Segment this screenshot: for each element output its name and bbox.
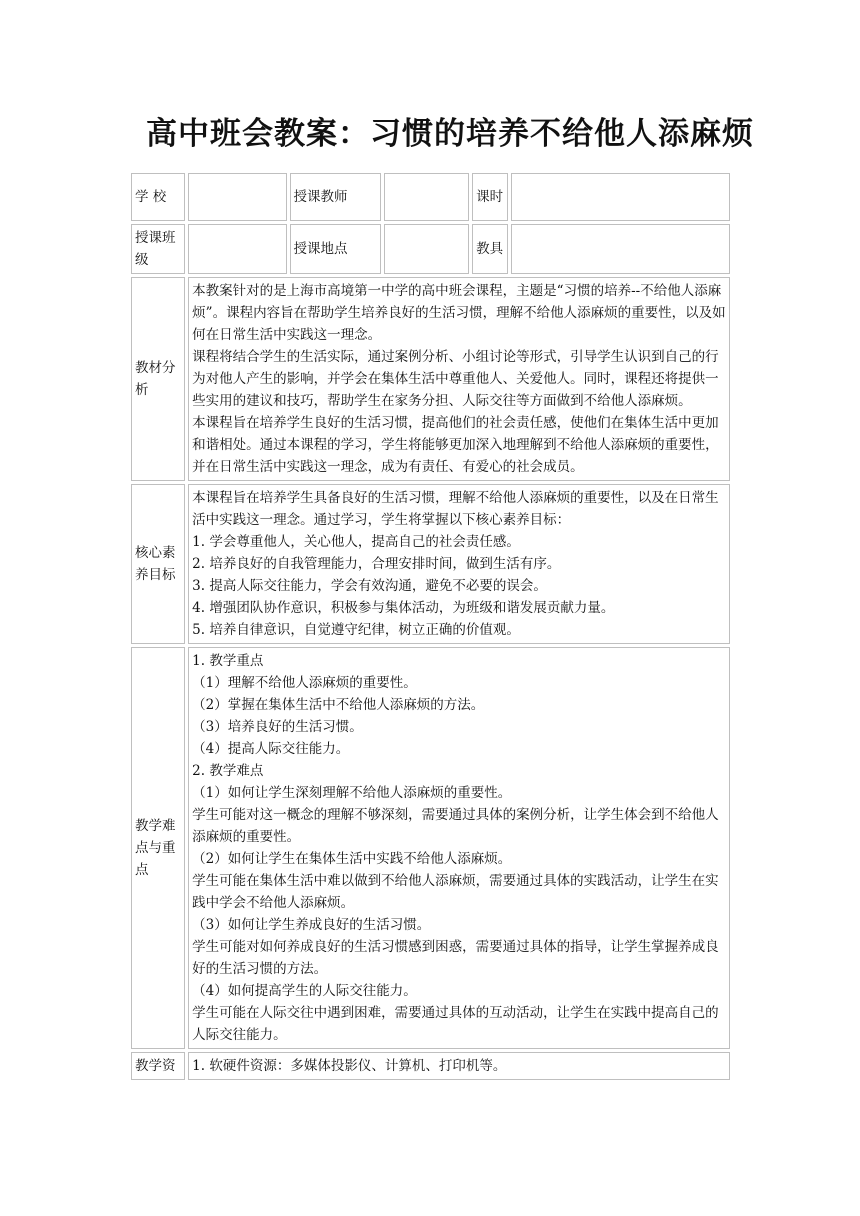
- keypoints-line: （1）理解不给他人添麻烦的重要性。: [192, 675, 417, 691]
- resources-content: [188, 1052, 730, 1080]
- keypoints-line: （4）提高人际交往能力。: [192, 741, 350, 757]
- core-label: 核心素养目标: [131, 484, 185, 644]
- core-line: 2. 培养良好的自我管理能力，合理安排时间，做到生活有序。: [192, 556, 561, 572]
- keypoints-line: 学生可能对如何养成良好的生活习惯感到困惑，需要通过具体的指导，让学生掌握养成良好的生活习惯的方法。: [192, 939, 719, 977]
- lesson-plan-table: [128, 170, 733, 1083]
- resources-line: 1. 软硬件资源：多媒体投影仪、计算机、打印机等。: [192, 1058, 507, 1074]
- keypoints-line: （2）如何让学生在集体生活中实践不给他人添麻烦。: [192, 851, 512, 867]
- analysis-label: 教材分析: [131, 277, 185, 481]
- analysis-paragraph: 本课程旨在培养学生良好的生活习惯，提高他们的社会责任感，使他们在集体生活中更加和谐相处。通过本课程的学习，学生将能够更加深入地理解到不给他人添麻烦的重要性，并在日常生活中实践这一理念，成为有责任、有爱心的社会成员。: [192, 415, 719, 475]
- resources-label: 教学资: [131, 1052, 185, 1080]
- core-line: 1. 学会尊重他人，关心他人，提高自己的社会责任感。: [192, 534, 520, 550]
- teacher-value: [384, 173, 469, 221]
- header-row-1: [131, 173, 730, 221]
- core-line: 4. 增强团队协作意识，积极参与集体活动，为班级和谐发展贡献力量。: [192, 600, 615, 616]
- place-value: [384, 224, 469, 274]
- keypoints-line: 学生可能在人际交往中遇到困难，需要通过具体的互动活动，让学生在实践中提高自己的人际交往能力。: [192, 1005, 719, 1043]
- keypoints-line: （4）如何提高学生的人际交往能力。: [192, 983, 417, 999]
- analysis-row: [131, 277, 730, 481]
- hours-label: 课时: [472, 173, 508, 221]
- place-label: 授课地点: [290, 224, 381, 274]
- tools-value: [511, 224, 730, 274]
- keypoints-line: （1）如何让学生深刻理解不给他人添麻烦的重要性。: [192, 785, 512, 801]
- teacher-label: 授课教师: [290, 173, 381, 221]
- class-value: [188, 224, 286, 274]
- keypoints-line: 1. 教学重点: [192, 653, 264, 669]
- keypoints-line: （2）掌握在集体生活中不给他人添麻烦的方法。: [192, 697, 485, 713]
- page-title: 高中班会教案：习惯的培养不给他人添麻烦: [146, 116, 754, 152]
- keypoints-content: [188, 647, 730, 1049]
- keypoints-line: 2. 教学难点: [192, 763, 264, 779]
- keypoints-line: （3）如何让学生养成良好的生活习惯。: [192, 917, 431, 933]
- core-line: 本课程旨在培养学生具备良好的生活习惯，理解不给他人添麻烦的重要性，以及在日常生活中实践这一理念。通过学习，学生将掌握以下核心素养目标：: [192, 490, 719, 528]
- keypoints-line: 学生可能在集体生活中难以做到不给他人添麻烦，需要通过具体的实践活动，让学生在实践中学会不给他人添麻烦。: [192, 873, 719, 911]
- school-value: [188, 173, 286, 221]
- analysis-paragraph: 本教案针对的是上海市高境第一中学的高中班会课程，主题是“习惯的培养--不给他人添麻烦”。课程内容旨在帮助学生培养良好的生活习惯，理解不给他人添麻烦的重要性，以及如何在日常生活中实践这一理念。: [192, 283, 726, 343]
- keypoints-line: 学生可能对这一概念的理解不够深刻，需要通过具体的案例分析，让学生体会到不给他人添麻烦的重要性。: [192, 807, 719, 845]
- core-row: [131, 484, 730, 644]
- school-label: 学 校: [131, 173, 185, 221]
- analysis-content: [188, 277, 730, 481]
- resources-row: [131, 1052, 730, 1080]
- hours-value: [511, 173, 730, 221]
- core-line: 5. 培养自律意识，自觉遵守纪律，树立正确的价值观。: [192, 622, 520, 638]
- class-label: 授课班级: [131, 224, 185, 274]
- keypoints-line: （3）培养良好的生活习惯。: [192, 719, 363, 735]
- core-content: [188, 484, 730, 644]
- keypoints-label: 教学难点与重点: [131, 647, 185, 1049]
- header-row-2: [131, 224, 730, 274]
- analysis-paragraph: 课程将结合学生的生活实际，通过案例分析、小组讨论等形式，引导学生认识到自己的行为对他人产生的影响，并学会在集体生活中尊重他人、关爱他人。同时，课程还将提供一些实用的建议和技巧，帮助学生在家务分担、人际交往等方面做到不给他人添麻烦。: [192, 349, 719, 409]
- core-line: 3. 提高人际交往能力，学会有效沟通，避免不必要的误会。: [192, 578, 547, 594]
- tools-label: 教具: [472, 224, 508, 274]
- keypoints-row: [131, 647, 730, 1049]
